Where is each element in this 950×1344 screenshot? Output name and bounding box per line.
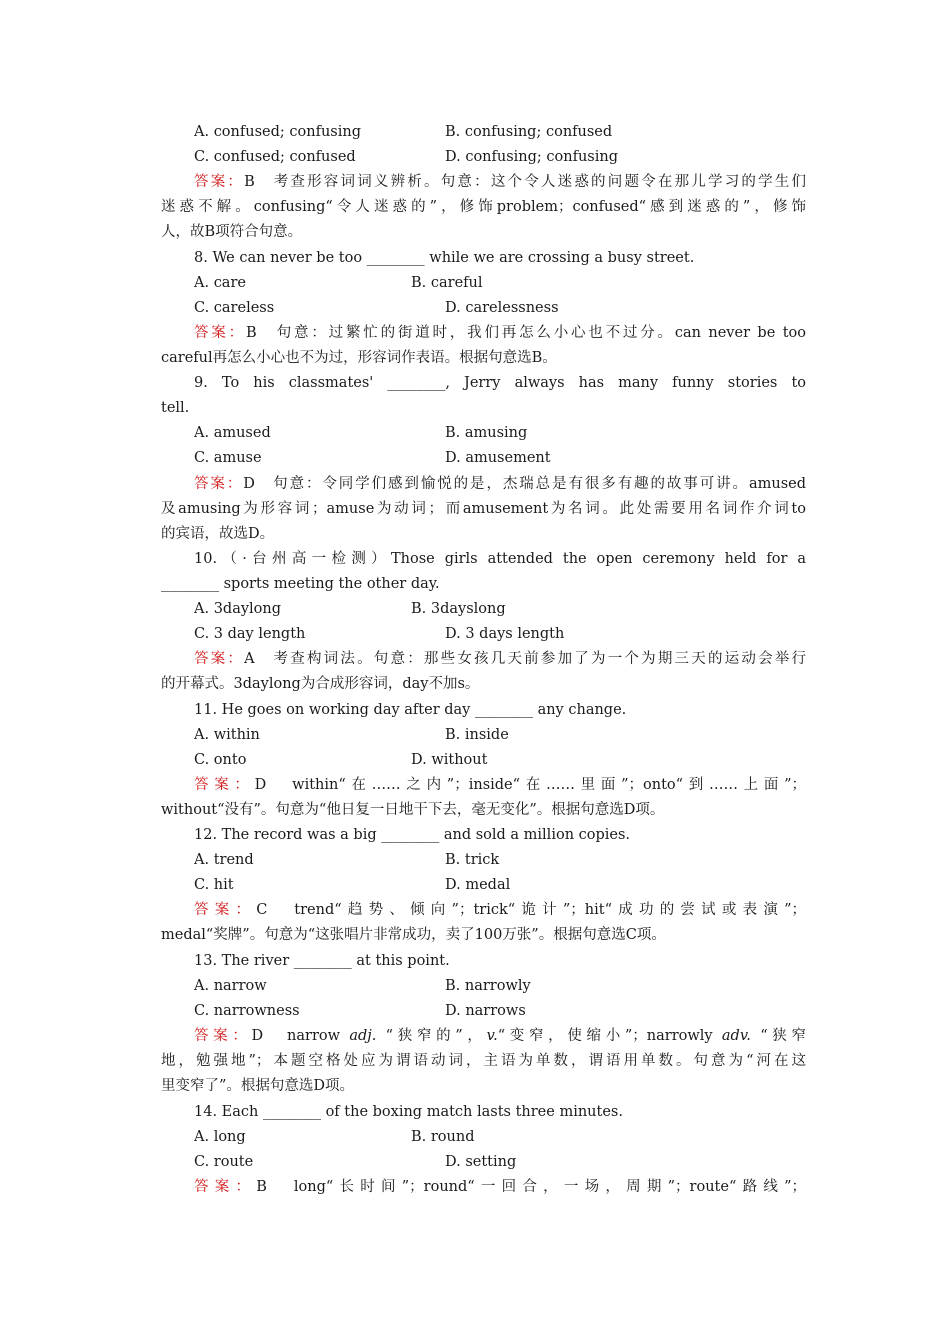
q13-answer-line-1: 答案：D narrow adj. “狭窄的”，v.“变窄，使缩小”；narrowly adv. “狭窄 (194, 1028, 806, 1044)
q11-answer-line-1: 答案：D within“在……之内”；inside“在……里面”；onto“到……上面”； (194, 777, 806, 793)
q13-stem: 13. The river ________ at this point. (194, 953, 450, 969)
q10-stem-line-2: ________ sports meeting the other day. (161, 576, 440, 592)
q8-option-c: C. careless (194, 300, 275, 316)
q14-options-row-1 (194, 1125, 806, 1150)
q13-option-b: B. narrowly (445, 978, 531, 994)
q10-option-d: D. 3 days length (445, 626, 565, 642)
q11-stem: 11. He goes on working day after day ________ any change. (194, 702, 627, 718)
answer-label: 答案： (194, 1028, 252, 1044)
q9-option-d: D. amusement (445, 450, 551, 466)
answer-label: 答案： (194, 174, 245, 190)
q11-options-row-2 (194, 748, 806, 773)
q10-options-row-1 (194, 597, 806, 622)
q12-options-row-1 (194, 848, 806, 873)
q12-option-b: B. trick (445, 852, 500, 868)
q9-options-row-1 (194, 421, 806, 446)
q10-option-c: C. 3 day length (194, 626, 306, 642)
q9-option-a: A. amused (194, 425, 271, 441)
answer-label: 答案： (194, 651, 245, 667)
q8-answer-line-2: careful再怎么小心也不为过，形容词作表语。根据句意选B。 (161, 350, 557, 366)
q10-answer-line-1: 答案：A 考查构词法。句意：那些女孩几天前参加了为一个为期三天的运动会举行 (194, 651, 806, 667)
q7-option-d: D. confusing; confusing (445, 149, 619, 165)
q8-options-row-1 (194, 271, 806, 296)
q12-option-a: A. trend (194, 852, 254, 868)
q13-option-a: A. narrow (194, 978, 267, 994)
q7-answer-line-1: 答案：B 考查形容词词义辨析。句意：这个令人迷惑的问题令在那儿学习的学生们 (194, 174, 806, 190)
q7-answer-line-3: 人，故B项符合句意。 (161, 224, 303, 240)
q7-option-b: B. confusing; confused (445, 124, 613, 140)
q13-answer-line-2: 地，勉强地”；本题空格处应为谓语动词，主语为单数，谓语用单数。句意为“河在这 (161, 1053, 806, 1069)
q13-option-d: D. narrows (445, 1003, 526, 1019)
q10-stem-line-1: 10.（·台州高一检测）Those girls attended the open ceremony held for a (194, 551, 806, 567)
q8-stem: 8. We can never be too ________ while we are crossing a busy street. (194, 250, 695, 266)
q11-option-b: B. inside (445, 727, 509, 743)
answer-label: 答案： (194, 902, 257, 918)
q7-options-row-1 (194, 120, 806, 145)
q12-options-row-2 (194, 873, 806, 898)
q14-stem: 14. Each ________ of the boxing match lasts three minutes. (194, 1104, 623, 1120)
q14-option-a: A. long (194, 1129, 246, 1145)
q9-answer-line-2: 及amusing为形容词；amuse为动词；而amusement为名词。此处需要用名词作介词to (161, 501, 806, 517)
q11-option-a: A. within (194, 727, 260, 743)
q8-options-row-2 (194, 296, 806, 321)
answer-label: 答案： (194, 325, 246, 341)
q9-stem-line-1: 9. To his classmates' ________, Jerry always has many funny stories to (194, 375, 806, 391)
q13-options-row-2 (194, 999, 806, 1024)
q9-answer-line-3: 的宾语，故选D。 (161, 526, 275, 542)
q12-answer-line-2: medal“奖牌”。句意为“这张唱片非常成功，卖了100万张”。根据句意选C项。 (161, 927, 666, 943)
q14-answer-line-1: 答案：B long“长时间”；round“一回合，一场，周期”；route“路线”； (194, 1179, 806, 1195)
q12-stem: 12. The record was a big ________ and sold a million copies. (194, 827, 631, 843)
q13-answer-line-3: 里变窄了”。根据句意选D项。 (161, 1078, 355, 1094)
q7-option-c: C. confused; confused (194, 149, 356, 165)
q8-option-b: B. careful (411, 275, 483, 291)
q12-option-c: C. hit (194, 877, 234, 893)
q10-options-row-2 (194, 622, 806, 647)
q13-option-c: C. narrowness (194, 1003, 300, 1019)
q14-option-b: B. round (411, 1129, 475, 1145)
q11-answer-line-2: without“没有”。句意为“他日复一日地干下去，毫无变化”。根据句意选D项。 (161, 802, 665, 818)
q11-option-c: C. onto (194, 752, 247, 768)
q8-option-a: A. care (194, 275, 246, 291)
q10-option-b: B. 3dayslong (411, 601, 506, 617)
answer-label: 答案： (194, 1179, 257, 1195)
q11-options-row-1 (194, 723, 806, 748)
q12-option-d: D. medal (445, 877, 511, 893)
q13-options-row-1 (194, 974, 806, 999)
q10-answer-line-2: 的开幕式。3daylong为合成形容词，day不加s。 (161, 676, 480, 692)
q9-options-row-2 (194, 446, 806, 471)
q10-option-a: A. 3daylong (194, 601, 282, 617)
q14-option-c: C. route (194, 1154, 254, 1170)
q9-option-c: C. amuse (194, 450, 262, 466)
q8-answer-line-1: 答案：B 句意：过繁忙的街道时，我们再怎么小心也不过分。can never be too (194, 325, 806, 341)
q9-answer-line-1: 答案：D 句意：令同学们感到愉悦的是，杰瑞总是有很多有趣的故事可讲。amused (194, 476, 806, 492)
q7-option-a: A. confused; confusing (194, 124, 361, 140)
q7-options-row-2 (194, 145, 806, 170)
q14-option-d: D. setting (445, 1154, 517, 1170)
q11-option-d: D. without (411, 752, 488, 768)
q8-option-d: D. carelessness (445, 300, 559, 316)
q12-answer-line-1: 答案：C trend“趋势、倾向”；trick“诡计”；hit“成功的尝试或表演”； (194, 902, 806, 918)
q9-stem-line-2: tell. (161, 400, 190, 416)
answer-label: 答案： (194, 476, 244, 492)
q7-answer-line-2: 迷惑不解。confusing“令人迷惑的”，修饰problem；confused“感到迷惑的”，修饰 (161, 199, 806, 215)
answer-label: 答案： (194, 777, 255, 793)
q9-option-b: B. amusing (445, 425, 528, 441)
q14-options-row-2 (194, 1150, 806, 1175)
